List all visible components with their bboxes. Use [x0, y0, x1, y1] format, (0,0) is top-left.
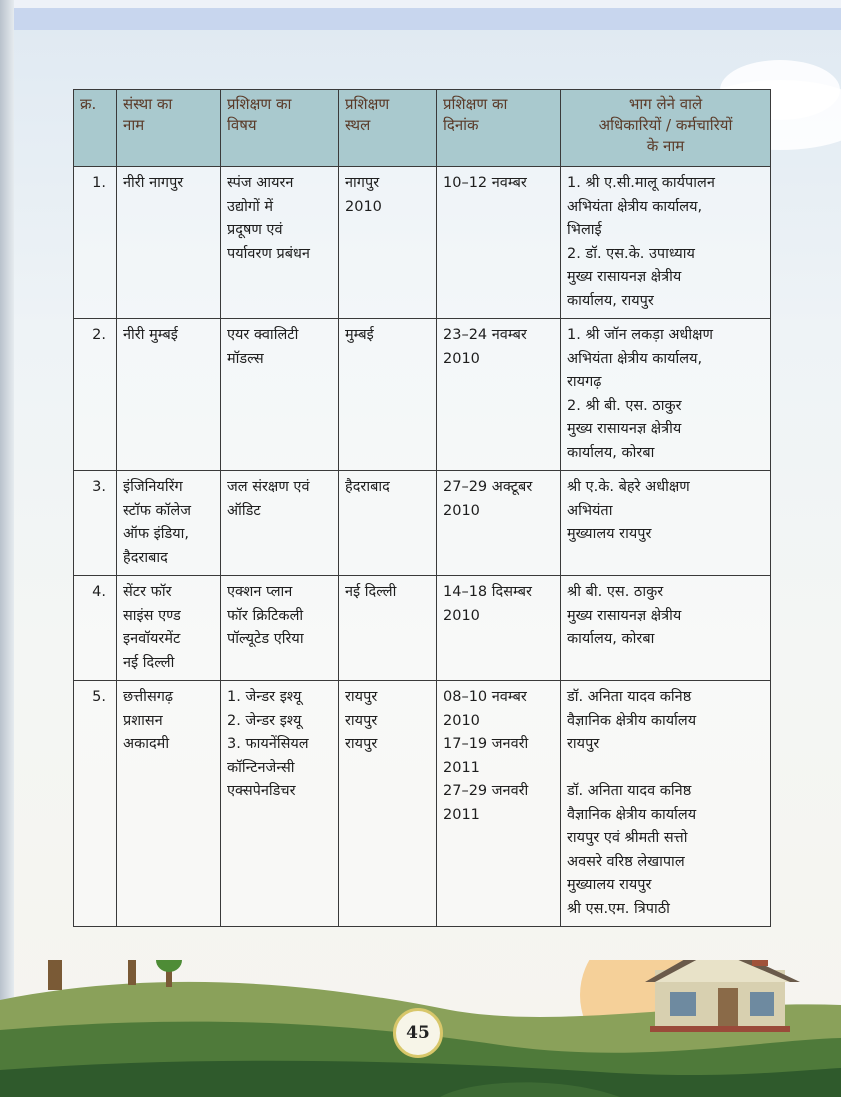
cell-line: पर्यावरण प्रबंधन: [227, 245, 310, 262]
page-number-badge: 45: [393, 1008, 443, 1058]
header-place: [339, 90, 437, 167]
cell-line: 17–19 जनवरी: [443, 736, 529, 752]
cell-line: 1. श्री जॉन लकड़ा अधीक्षण: [567, 327, 713, 343]
cell-line: रायपुर: [345, 712, 378, 729]
cell-names: [561, 576, 771, 681]
cell-line: सेंटर फॉर: [123, 584, 172, 600]
cell-place: [339, 319, 437, 471]
cell-line: एक्सपेनडिचर: [227, 783, 296, 799]
cell-subject: [221, 681, 339, 927]
header-line: स्थल: [345, 116, 371, 134]
cell-org: [117, 471, 221, 576]
header-date: [437, 90, 561, 167]
cell-line: नीरी मुम्बई: [123, 327, 178, 343]
cell-line: कॉन्टिनजेन्सी: [227, 759, 295, 776]
cell-line: 2. डॉ. एस.के. उपाध्याय: [567, 245, 695, 262]
cell-line: इनवॉयरमेंट: [123, 631, 181, 647]
cell-line: पॉल्यूटेड एरिया: [227, 631, 304, 647]
header-line: प्रशिक्षण का: [227, 95, 292, 113]
cell-names: [561, 319, 771, 471]
cell-sno: 2.: [74, 319, 117, 471]
cell-line: स्टॉफ कॉलेज: [123, 502, 191, 519]
cell-line: 2010: [443, 350, 480, 367]
cell-line: मुख्य रासायनज्ञ क्षेत्रीय: [567, 421, 682, 437]
header-line: भाग लेने वाले: [628, 95, 703, 113]
table-row: [74, 319, 771, 471]
cell-line: श्री एस.एम. त्रिपाठी: [567, 900, 670, 917]
cell-line: हैदराबाद: [123, 549, 168, 566]
cell-line: मुख्य रासायनज्ञ क्षेत्रीय: [567, 269, 682, 285]
header-line: नाम: [123, 116, 145, 134]
cell-line: डॉ. अनिता यादव कनिष्ठ: [567, 783, 692, 799]
cell-line: कार्यालय, कोरबा: [567, 444, 655, 461]
cell-line: श्री बी. एस. ठाकुर: [567, 584, 664, 600]
cell-line: प्रदूषण एवं: [227, 222, 283, 238]
cell-line: रायपुर: [345, 689, 378, 705]
cell-line: 2010: [443, 607, 480, 624]
cell-sno: 4.: [74, 576, 117, 681]
cell-date: [437, 576, 561, 681]
cell-line: 2010: [345, 198, 382, 215]
cell-date: [437, 471, 561, 576]
header-line: विषय: [227, 116, 257, 134]
cell-line: 23–24 नवम्बर: [443, 327, 527, 343]
cell-line: 1. जेन्डर इश्यू: [227, 689, 302, 705]
cell-line: डॉ. अनिता यादव कनिष्ठ: [567, 689, 692, 705]
cell-subject: [221, 167, 339, 319]
cell-line: रायपुर एवं श्रीमती सत्तो: [567, 830, 688, 846]
header-participants: [561, 90, 771, 167]
cell-line: 2010: [443, 712, 480, 729]
tree-icon: [112, 960, 152, 985]
cell-org: [117, 167, 221, 319]
cell-line: 2. जेन्डर इश्यू: [227, 712, 302, 729]
cell-line: रायपुर: [345, 736, 378, 752]
table-row: [74, 681, 771, 927]
cell-line: कार्यालय, कोरबा: [567, 631, 655, 647]
cell-line: 08–10 नवम्बर: [443, 689, 527, 705]
cell-line: 2010: [443, 502, 480, 519]
cell-line: उद्योगों में: [227, 198, 274, 215]
cell-line: नई दिल्ली: [345, 584, 397, 600]
cell-line: रायपुर: [567, 736, 600, 752]
cell-line: 2011: [443, 806, 480, 823]
cell-line: रायगढ़: [567, 374, 602, 390]
cell-org: [117, 319, 221, 471]
table-body: [74, 167, 771, 927]
book-spine: [0, 0, 14, 1097]
table-header-row: [74, 90, 771, 167]
table-row: [74, 576, 771, 681]
cell-line: श्री ए.के. बेहरे अधीक्षण: [567, 479, 690, 495]
cell-line: मुख्यालय रायपुर: [567, 877, 652, 893]
cell-line: वैज्ञानिक क्षेत्रीय कार्यालय: [567, 806, 697, 823]
cell-line: अभियंता: [567, 502, 613, 519]
cell-subject: [221, 319, 339, 471]
cell-line: स्पंज आयरन: [227, 175, 294, 191]
cell-sno: 3.: [74, 471, 117, 576]
header-line: के नाम: [646, 137, 685, 155]
cell-line: नीरी नागपुर: [123, 175, 184, 191]
table-row: [74, 167, 771, 319]
cell-names: [561, 167, 771, 319]
header-serial: [74, 90, 117, 167]
table-row: [74, 471, 771, 576]
cell-names: [561, 681, 771, 927]
cell-line: नागपुर: [345, 175, 380, 191]
cell-line: फॉर क्रिटिकली: [227, 607, 304, 624]
cell-line: मुख्य रासायनज्ञ क्षेत्रीय: [567, 607, 682, 624]
header-line: दिनांक: [443, 116, 479, 134]
top-band: [0, 8, 841, 30]
cell-spacer: [567, 757, 764, 781]
cell-line: कार्यालय, रायपुर: [567, 292, 654, 309]
cell-line: मुम्बई: [345, 327, 374, 343]
cell-line: मॉडल्स: [227, 350, 264, 367]
cell-place: [339, 167, 437, 319]
cell-line: 2011: [443, 759, 480, 776]
header-subject: [221, 90, 339, 167]
cell-line: 27–29 जनवरी: [443, 783, 529, 799]
cell-line: मुख्यालय रायपुर: [567, 526, 652, 542]
cell-line: अभियंता क्षेत्रीय कार्यालय,: [567, 350, 703, 367]
training-table: [73, 89, 771, 927]
cell-org: [117, 681, 221, 927]
cell-line: इंजिनियरिंग: [123, 479, 183, 495]
header-line: संस्था का: [123, 95, 173, 113]
cell-line: भिलाई: [567, 222, 602, 238]
cell-subject: [221, 576, 339, 681]
cell-line: 1. श्री ए.सी.मालू कार्यपालन: [567, 175, 715, 191]
training-table-container: [73, 89, 770, 927]
header-line: प्रशिक्षण का: [443, 95, 508, 113]
cell-line: ऑडिट: [227, 502, 261, 519]
header-organization: [117, 90, 221, 167]
cell-sno: 1.: [74, 167, 117, 319]
cell-place: [339, 681, 437, 927]
cell-line: प्रशासन: [123, 712, 163, 729]
cell-line: 27–29 अक्टूबर: [443, 479, 533, 495]
cell-date: [437, 167, 561, 319]
cell-names: [561, 471, 771, 576]
cell-line: छत्तीसगढ़: [123, 689, 174, 705]
cell-line: 14–18 दिसम्बर: [443, 584, 532, 600]
cell-line: अभियंता क्षेत्रीय कार्यालय,: [567, 198, 703, 215]
cell-line: हैदराबाद: [345, 479, 390, 495]
cell-place: [339, 471, 437, 576]
cell-line: ऑफ इंडिया,: [123, 526, 190, 542]
house-icon: [645, 960, 800, 1032]
cell-line: जल संरक्षण एवं: [227, 479, 310, 495]
cell-subject: [221, 471, 339, 576]
cell-org: [117, 576, 221, 681]
cell-line: एक्शन प्लान: [227, 584, 293, 600]
cell-line: अकादमी: [123, 736, 170, 752]
cell-line: अवसरे वरिष्ठ लेखापाल: [567, 853, 685, 870]
header-line: प्रशिक्षण: [345, 95, 390, 113]
header-line: क्र.: [80, 95, 97, 113]
header-line: अधिकारियों / कर्मचारियों: [598, 116, 733, 134]
cell-line: 2. श्री बी. एस. ठाकुर: [567, 397, 682, 414]
cell-line: नई दिल्ली: [123, 654, 175, 671]
cell-line: साइंस एण्ड: [123, 607, 181, 624]
cell-line: 10–12 नवम्बर: [443, 175, 527, 191]
cell-date: [437, 319, 561, 471]
cell-line: 3. फायनेंसियल: [227, 736, 309, 752]
cell-sno: 5.: [74, 681, 117, 927]
cell-date: [437, 681, 561, 927]
cell-line: वैज्ञानिक क्षेत्रीय कार्यालय: [567, 712, 697, 729]
top-border: [0, 0, 841, 8]
cell-line: एयर क्वालिटी: [227, 327, 299, 343]
cell-place: [339, 576, 437, 681]
tree-icon: [21, 960, 102, 990]
